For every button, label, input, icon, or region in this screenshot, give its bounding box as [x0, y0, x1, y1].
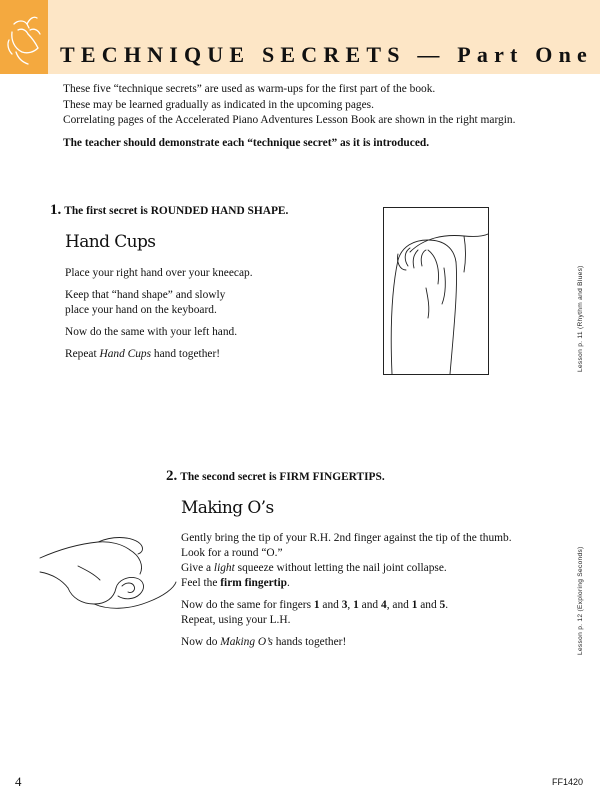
intro-line: These five “technique secrets” are used as warm-ups for the first part of the book. — [63, 83, 436, 95]
hand-icon — [0, 0, 48, 74]
lesson-reference-1: Lesson p. 11 (Rhythm and Blues) — [577, 265, 584, 372]
header-icon-box — [0, 0, 48, 74]
section-1-heading — [50, 202, 288, 219]
making-o-hand-illustration — [38, 528, 178, 618]
section-1-body — [65, 266, 365, 369]
instruction: Now do Making O’s hands together! — [181, 636, 347, 648]
instruction: Feel the firm fingertip. — [181, 577, 290, 589]
teacher-note: The teacher should demonstrate each “technique secret” as it is introduced. — [63, 136, 430, 149]
lesson-reference-2: Lesson p. 12 (Exploring Seconds) — [577, 546, 584, 655]
instruction: Gently bring the tip of your R.H. 2nd finger against the tip of the thumb. — [181, 532, 512, 544]
hand-on-knee-drawing — [384, 208, 488, 374]
section-2-heading — [166, 468, 385, 485]
catalog-code: FF1420 — [552, 777, 584, 787]
page-number: 4 — [15, 774, 22, 789]
section-heading-text: The second secret is FIRM FINGERTIPS. — [180, 471, 385, 483]
instruction: Repeat Hand Cups hand together! — [65, 348, 221, 360]
page-title: TECHNIQUE SECRETS — Part One — [60, 42, 593, 67]
instruction: Repeat, using your L.H. — [181, 614, 291, 626]
section-number: 1. — [50, 202, 62, 218]
section-1-title: Hand Cups — [65, 232, 156, 252]
section-2-body — [181, 531, 561, 657]
intro-line: Correlating pages of the Accelerated Piano Adventures Lesson Book are shown in the right margin. — [63, 114, 516, 127]
intro-text — [63, 82, 563, 151]
section-heading-text: The first secret is ROUNDED HAND SHAPE. — [64, 205, 289, 217]
section-number: 2. — [166, 468, 178, 484]
instruction: Keep that “hand shape” and slowly place your hand on the keyboard. — [65, 289, 226, 316]
making-o-hand-drawing — [38, 528, 178, 618]
instruction-group — [181, 531, 561, 591]
hand-on-knee-illustration — [383, 207, 489, 375]
section-2-title: Making O’s — [181, 498, 274, 518]
instruction: Give a light squeeze without letting the nail joint collapse. — [181, 562, 447, 574]
intro-line: These may be learned gradually as indicated in the upcoming pages. — [63, 98, 374, 111]
instruction: Now do the same for fingers 1 and 3, 1 and 4, and 1 and 5. — [181, 599, 449, 611]
instruction: Look for a round “O.” — [181, 547, 283, 559]
instruction-group — [181, 598, 561, 628]
instruction: Place your right hand over your kneecap. — [65, 267, 253, 279]
instruction: Now do the same with your left hand. — [65, 326, 238, 338]
